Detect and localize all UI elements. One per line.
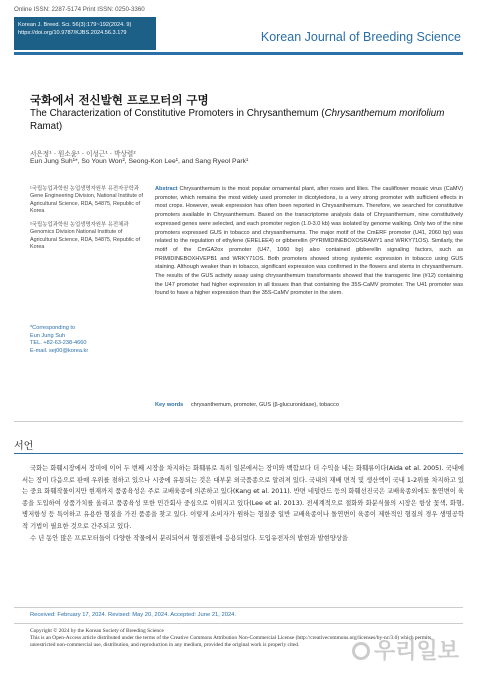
- watermark-logo-icon: [352, 642, 370, 660]
- issn-line: Online ISSN: 2287-5174 Print ISSN: 0250-3360: [14, 6, 145, 13]
- citation-line: Korean J. Breed. Sci. 56(3):179~192(2024. 9): [18, 22, 132, 28]
- title-korean: 국화에서 전신발현 프로모터의 구명: [30, 93, 209, 107]
- accepted-label: Accepted:: [170, 612, 197, 618]
- journal-name: Korean Journal of Breeding Science: [260, 30, 461, 44]
- corresponding-tel: TEL. +82-63-238-4660: [30, 340, 87, 347]
- corresponding-name: Eun Jung Suh: [30, 332, 66, 339]
- title-english-pre: The Characterization of Constitutive Promoters in Chrysanthemum (: [30, 108, 325, 119]
- introduction-body: [22, 463, 464, 544]
- keywords-text: chrysanthemum, promoter, GUS (β-glucuronidase), tobacco: [190, 402, 339, 408]
- watermark: [352, 634, 459, 665]
- authors-english: Eun Jung Suh¹*, So Youn Won², Seong-Kon Lee¹, and Sang Ryeol Park¹: [30, 158, 249, 165]
- received-label: Received:: [30, 612, 56, 618]
- authors-korean: 서은정¹ · 원소윤¹ · 이성근¹ · 박상렬²: [30, 150, 136, 158]
- title-english-scientific: Chrysanthemum morifolium: [324, 108, 445, 119]
- copyright-divider: [14, 623, 463, 624]
- title-english: [30, 107, 450, 133]
- corresponding-author: [30, 325, 148, 355]
- introduction-heading: 서언: [14, 441, 34, 452]
- introduction-divider: [14, 453, 463, 454]
- abstract: [155, 185, 463, 298]
- received-date: February 17, 2024.: [57, 612, 107, 618]
- watermark-text: 우리일보: [373, 639, 459, 664]
- citation-box: [14, 17, 156, 50]
- revised-date: May 20, 2024.: [132, 612, 169, 618]
- article-dates: [30, 612, 236, 618]
- abstract-label: Abstract: [155, 186, 178, 192]
- affiliation-2: ²국립농업과학원 농업생명자원부 유전체과 Genomics Division National Institute of Agricultural Science, RDA, 54875, Republic of Korea: [30, 222, 140, 251]
- title-english-post: Ramat): [30, 121, 63, 132]
- corresponding-email[interactable]: E-mail. sej00@korea.kr: [30, 347, 89, 354]
- accepted-date: June 21, 2024.: [197, 612, 237, 618]
- license-text: This is an Open-Access article distributed under the terms of the Creative Commons Attribution Non-Commercial License (http://creativecommons.org/licenses/by-nc/3.0) which permits unrestricted non-commercial use, distribution, and reproduction in any medium, provided the original work is properly cited.: [30, 634, 432, 648]
- corresponding-label: *Corresponding to: [30, 325, 76, 331]
- dates-divider: [14, 607, 463, 608]
- doi-link[interactable]: https://doi.org/10.9787/KJBS.2024.56.3.179: [18, 30, 127, 36]
- section-divider: [14, 421, 463, 422]
- keywords-label: Key words: [155, 402, 184, 408]
- introduction-paragraph: 국화는 화훼시장에서 장미에 이어 두 번째 시장을 차지하는 화훼류로 특히 일본에서는 장미와 백합보다 더 수익을 내는 화훼류이다(Aida et al. 2005). 국내에서는 장미 다음으로 판매 우위를 점하고 있으나 시중에 유통되는 것은 대부분 외국품종으로 알려져 있다. 국내의 재배 면적 및 생산액이 국내 1-2위를 차지하고 있는 중요 화훼작물이지만 현재까지 품종육성은 주로 교배육종에 의존하고 있다(Kang et al. 2011). 반면 네덜란드 등의 화훼선진국은 교배육종외에도 돌연변이 육종을 도입하여 상품가치를 올리고 품종육성 또한 민간회사 중심으로 이뤄지고 있다(Lee et al. 2013). 전세계적으로 절화와 화분식물의 시장은 항상 꽃색, 화형, 병저항성 등 특이하고 유용한 형질을 가진 품종을 찾고 있다. 이렇게 소비자가 원하는 형질중 일반 교배육종이나 돌연변이 육종이 제한적인 형질의 경우 생명공학적 기법이 필요한 것으로 간주되고 있다.: [22, 465, 464, 530]
- introduction-paragraph: 수 년 동안 많은 프로모터들이 다양한 작물에서 분리되어서 형질전환에 응용되었다. 도입유전자의 발현과 발현양상을: [30, 534, 348, 542]
- journal-header: [0, 0, 477, 62]
- header-divider: [14, 52, 463, 55]
- revised-label: Revised:: [108, 612, 131, 618]
- keywords: [155, 402, 463, 408]
- abstract-text: Chrysanthemum is the most popular ornamental plant, after roses and lilies. The cauliflower mosaic virus (CaMV) promoter, which remains the most widely used promoter in dicotyledons, is a very strong promoter with sufficient effects in most crops. However, weak expression has often been reported in Chrysanthemum. Therefore, we searched for constitutive promoters available in Chrysanthemum. Based on the transcriptome analysis data of Chrysanthemum, nine constitutively expressed genes were selected, and each promoter region (1.0-3.0 kb) was isolated by genome walking. Only two of the nine promoters expressed GUS in tobacco and chrysanthemums. The major motif of the CmERF promoter (U41, 2060 bp) was related to the regulation of ethylene (ERELEE4) or gibberellin (PYRIMIDINEBOXOSRAMY1 and WRKY71OS). Similarly, the motif of the CmGA2ox promoter (U47, 1060 bp) also contained gibberellin signaling factors, such as PRIMIDINEBOXHVEPB1 and WRKY71OS. Both promoters showed strong systemic expression in tobacco using GUS staining. Although weaker than in tobacco, significant expression was confirmed in the flowers and stems in chrysanthemum. The results of the GUS activity assay using chrysanthemum transformants showed that the transgenic line (#12) containing the U47 promoter had higher expression in all tissues than that containing the 35S-CaMV promoter. The U41 promoter was found to have a higher expression than the 35S-CaMV promoter in the stem.: [155, 186, 463, 297]
- copyright-line: Copyright © 2024 by the Korean Society of Breeding Science: [30, 628, 164, 634]
- affiliation-1: ¹국립농업과학원 농업생명자원부 유전자공학과 Gene Engineering Division, National Institute of Agricultural Science, RDA, 54875, Republic of Korea: [30, 186, 143, 215]
